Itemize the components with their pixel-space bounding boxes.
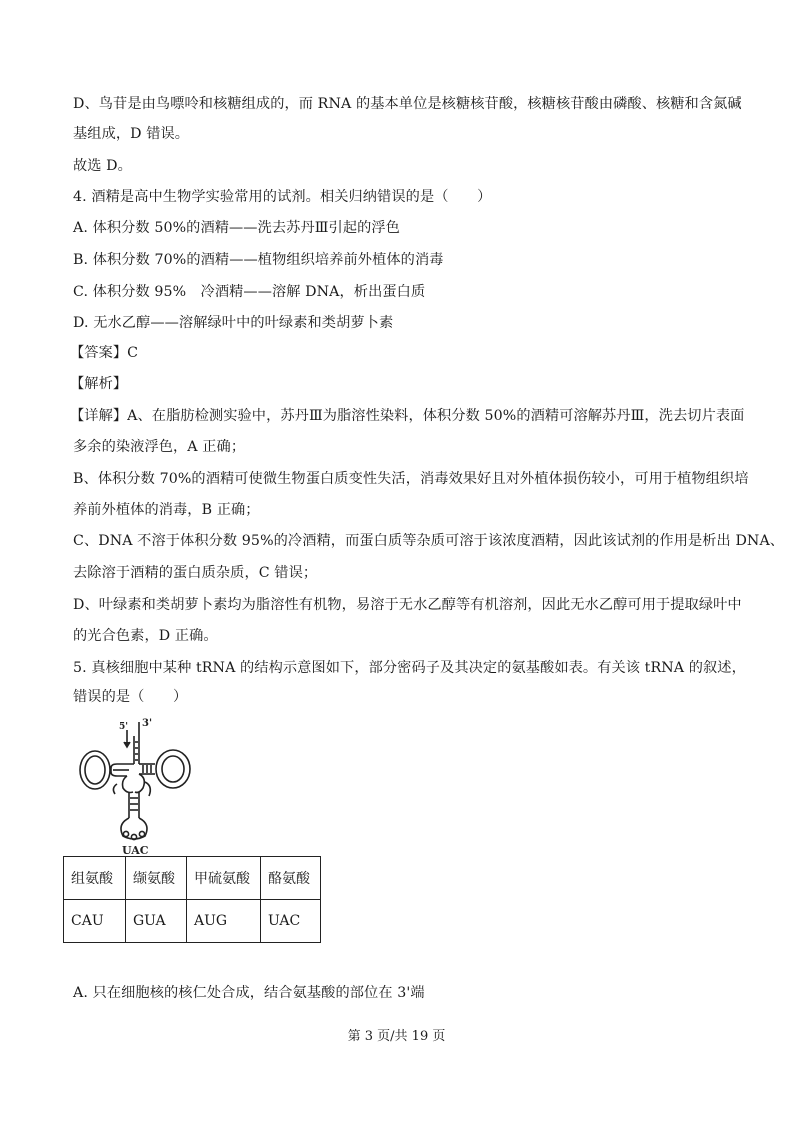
five-prime-label: 5' xyxy=(119,722,129,732)
explanation-line: 去除溶于酒精的蛋白质杂质，C 错误； xyxy=(73,565,318,581)
text-line: 基组成，D 错误。 xyxy=(73,126,190,142)
table-cell: 酪氨酸 xyxy=(261,857,321,900)
table-cell: GUA xyxy=(126,900,187,943)
explanation-line: 【详解】A、在脂肪检测实验中，苏丹Ⅲ为脂溶性染料，体积分数 50%的酒精可溶解苏丹Ⅲ，洗去切片表面 xyxy=(70,408,745,424)
explanation-line: D、叶绿素和类胡萝卜素均为脂溶性有机物，易溶于无水乙醇等有机溶剂，因此无水乙醇可用于提取绿叶中 xyxy=(73,597,742,613)
explanation-line: 多余的染液浮色，A 正确； xyxy=(73,439,246,455)
table-cell: 甲硫氨酸 xyxy=(187,857,261,900)
codon-table xyxy=(63,856,321,943)
anticodon-label: UAC xyxy=(122,844,149,856)
analysis-label: 【解析】 xyxy=(70,376,128,392)
question-5-stem: 错误的是（ ） xyxy=(73,689,188,705)
option-d: D. 无水乙醇——溶解绿叶中的叶绿素和类胡萝卜素 xyxy=(73,315,394,331)
option-a: A. 体积分数 50%的酒精——洗去苏丹Ⅲ引起的浮色 xyxy=(73,220,400,236)
table-cell: 缬氨酸 xyxy=(126,857,187,900)
table-cell: UAC xyxy=(261,900,321,943)
table-cell: 组氨酸 xyxy=(64,857,126,900)
table-row xyxy=(64,900,321,943)
explanation-line: 养前外植体的消毒，B 正确； xyxy=(73,502,260,518)
table-cell: CAU xyxy=(64,900,126,943)
trna-structure-diagram xyxy=(73,716,201,856)
question-5-stem: 5. 真核细胞中某种 tRNA 的结构示意图如下，部分密码子及其决定的氨基酸如表。有关该 tRNA 的叙述， xyxy=(73,660,746,676)
option-b: B. 体积分数 70%的酒精——植物组织培养前外植体的消毒 xyxy=(73,252,444,268)
answer-label: 【答案】C xyxy=(70,345,139,361)
text-line: 故选 D。 xyxy=(73,158,132,174)
page-footer: 第 3 页/共 19 页 xyxy=(347,1029,446,1044)
table-header-row xyxy=(64,857,321,900)
three-prime-label: 3' xyxy=(142,718,153,729)
option-c: C. 体积分数 95% 冷酒精——溶解 DNA，析出蛋白质 xyxy=(73,284,426,300)
table-cell: AUG xyxy=(187,900,261,943)
explanation-line: 的光合色素，D 正确。 xyxy=(73,628,218,644)
explanation-line: B、体积分数 70%的酒精可使微生物蛋白质变性失活，消毒效果好且对外植体损伤较小，可用于植物组织培 xyxy=(73,471,749,487)
text-line: D、鸟苷是由鸟嘌呤和核糖组成的，而 RNA 的基本单位是核糖核苷酸，核糖核苷酸由磷酸、核糖和含氮碱 xyxy=(73,96,742,112)
question-4-stem: 4. 酒精是高中生物学实验常用的试剂。相关归纳错误的是（ ） xyxy=(73,189,492,205)
option-a-q5: A. 只在细胞核的核仁处合成，结合氨基酸的部位在 3'端 xyxy=(73,985,425,1001)
explanation-line: C、DNA 不溶于体积分数 95%的冷酒精，而蛋白质等杂质可溶于该浓度酒精，因此该试剂的作用是析出 DNA、 xyxy=(73,533,785,549)
